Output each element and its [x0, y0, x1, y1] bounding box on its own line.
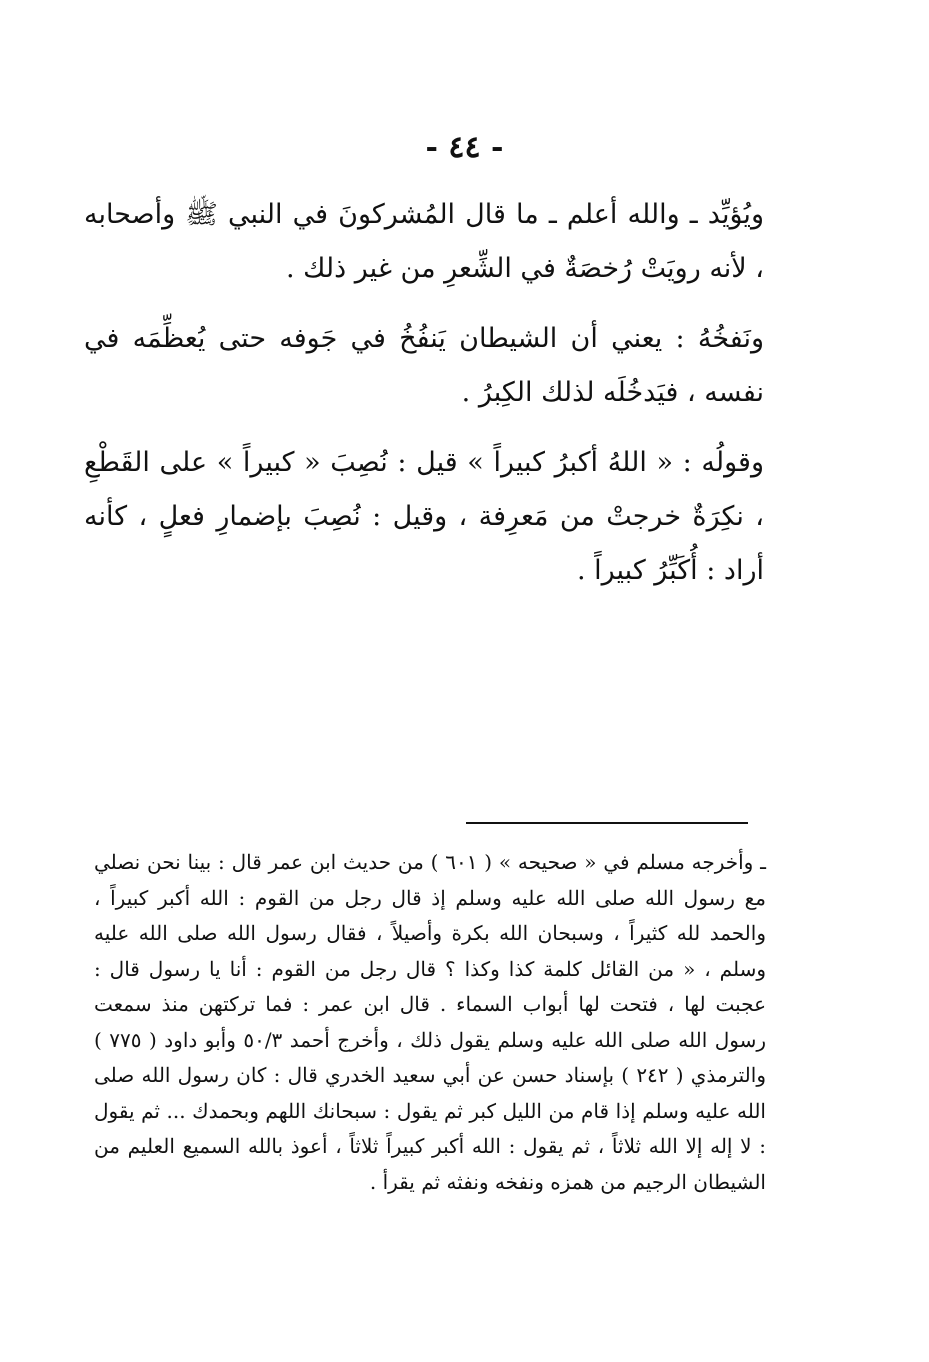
- page-number: - ٤٤ -: [425, 130, 504, 165]
- main-text: [84, 188, 764, 614]
- paragraph-2: ونَفخُهُ : يعني أن الشيطان يَنفُخُ في جَوفه حتى يُعظِّمَه في نفسه ، فيَدخُلَه لذلك الكِبرُ .: [84, 323, 764, 408]
- footnote: ـ وأخرجه مسلم في « صحيحه » ( ٦٠١ ) من حديث ابن عمر قال : بينا نحن نصلي مع رسول الله صلى الله عليه وسلم إذ قال رجل من القوم : الله أكبر كبيراً ، والحمد لله كثيراً ، وسبحان الله بكرة وأصيلاً ، فقال رسول الله صلى الله عليه وسلم ، « من القائل كلمة كذا وكذا ؟ قال رجل من القوم : أنا يا رسول قال : عجبت لها ، فتحت لها أبواب السماء . قال ابن عمر : فما تركتهن منذ سمعت رسول الله صلى الله عليه وسلم يقول ذلك ، وأخرج أحمد ٥٠/٣ وأبو داود ( ٧٧٥ ) والترمذي ( ٢٤٢ ) بإسناد حسن عن أبي سعيد الخدري قال : كان رسول الله صلى الله عليه وسلم إذا قام من الليل كبر ثم يقول : سبحانك اللهم وبحمدك ... ثم يقول : لا إله إلا الله ثلاثاً ، ثم يقول : الله أكبر كبيراً ثلاثاً ، أعوذ بالله السميع العليم من الشيطان الرجيم من همزه ونفخه ونفثه ثم يقرأ .: [94, 850, 766, 1194]
- paragraph-1: ويُؤيِّد ـ والله أعلم ـ ما قال المُشركونَ في النبي ﷺ وأصحابه ، لأنه رويَتْ رُخصَةٌ في الشِّعرِ من غير ذلك .: [84, 199, 764, 284]
- paragraph-3: وقولُه : « اللهُ أكبرُ كبيراً » قيل : نُصِبَ « كبيراً » على القَطْعِ ، نكِرَةٌ خرجتْ من مَعرِفة ، وقيل : نُصِبَ بإضمارِ فعلٍ ، كأنه أراد : أُكَبِّرُ كبيراً .: [84, 447, 764, 586]
- footnote-divider: [466, 822, 748, 824]
